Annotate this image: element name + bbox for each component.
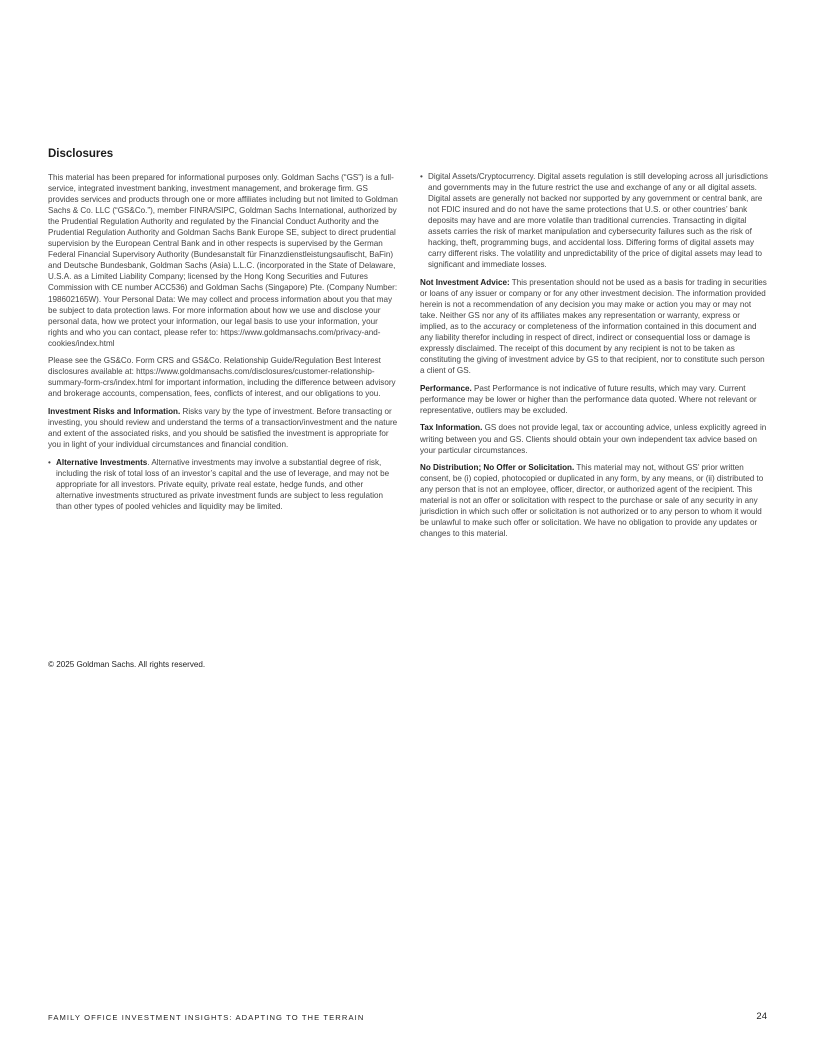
not-investment-advice-body: This presentation should not be used as a basis for trading in securities or loans of any issuer or company or for any other investment decision. The information provided herein is not a recommendation of any decision you may make or action you may or may not take. Neither GS nor any of its affiliates makes any representation or warranty, express or implied, as to the accuracy or completeness of the information contained in this document and any liability therefor including in respect of direct, indirect or consequential loss or damage is expressly disclaimed. The receipt of this document by any recipient is not to be taken as constituting the giving of investment advice by GS to that recipient, nor to constitute such person a client of GS. xyxy=(420,277,767,376)
not-investment-advice-paragraph xyxy=(420,277,770,376)
no-distribution-paragraph xyxy=(420,462,770,539)
left-column xyxy=(48,172,398,518)
no-distribution-body: This material may not, without GS’ prior written consent, be (i) copied, photocopied or duplicated in any form, by any means, or (ii) distributed to any person that is not an employee, officer, director, or authorized agent of the recipient. This material is not an offer or solicitation with respect to the purchase or sale of any security in any jurisdiction in which such offer or solicitation is not authorized or to any person to whom it would be unlawful to make such offer or solicitation. We have no obligation to provide any updates or changes to this material. xyxy=(420,463,764,539)
alternative-investments-heading: Alternative Investments xyxy=(56,457,148,467)
tax-information-heading: Tax Information. xyxy=(420,423,483,433)
alternative-investments-body: . Alternative investments may involve a substantial degree of risk, including the risk of total loss of an investor’s capital and the use of leverage, and may not be appropriate for all investors. Private equity, private real estate, hedge funds, and other alternative investments structured as private investment funds are subject to less regulation than other types of pooled vehicles and liquidity may be limited. xyxy=(56,457,390,511)
performance-body: Past Performance is not indicative of future results, which may vary. Current performance may be lower or higher than the performance data quoted. Where not relevant or representative, outliers may be excluded. xyxy=(420,383,757,415)
investment-risks-heading: Investment Risks and Information. xyxy=(48,406,181,416)
performance-heading: Performance. xyxy=(420,383,472,393)
page-number: 24 xyxy=(756,1011,767,1022)
digital-assets-bullet: • Digital Assets/Cryptocurrency. Digital assets regulation is still developing across all jurisdictions and governments may in the future restrict the use and exchange of any or all digital assets. Digital assets are generally not backed nor supported by any government or central bank, are not FDIC insured and do not have the same protections that U.S. or other countries’ bank deposits may have and are more volatile than traditional currencies. Transacting in digital assets carries the risk of market manipulation and cybersecurity failures such as the risk of hacking, theft, programming bugs, and accidental loss. Differing forms of digital assets may carry different risks. The volatility and unpredictability of the price of digital assets may lead to significant and immediate losses. xyxy=(420,171,770,270)
alternative-investments-bullet xyxy=(48,457,398,512)
investment-risks-body: Risks vary by the type of investment. Before transacting or investing, you should review and understand the terms of a transaction/investment and the nature and extent of the associated risks, and you should be satisfied the investment is appropriate for you in light of your individual circumstances and financial condition. xyxy=(48,406,398,450)
footer-title: FAMILY OFFICE INVESTMENT INSIGHTS: ADAPTING TO THE TERRAIN xyxy=(48,1013,365,1022)
no-distribution-heading: No Distribution; No Offer or Solicitation. xyxy=(420,463,575,473)
tax-information-paragraph xyxy=(420,422,770,455)
copyright-notice: © 2025 Goldman Sachs. All rights reserved. xyxy=(48,660,206,669)
performance-paragraph xyxy=(420,383,770,416)
crs-paragraph: Please see the GS&Co. Form CRS and GS&Co. Relationship Guide/Regulation Best Interest disclosures available at: https://www.goldmansachs.com/disclosures/customer-relationship-summary-form-crs/index.html for important information, including the difference between advisory and brokerage accounts, compensation, fees, conflicts of interest, and our obligations to you. xyxy=(48,356,396,399)
tax-information-body: GS does not provide legal, tax or accounting advice, unless explicitly agreed in writing between you and GS. Clients should obtain your own independent tax advice based on your particular circumstances. xyxy=(420,423,767,455)
intro-paragraph: This material has been prepared for informational purposes only. Goldman Sachs (“GS”) is a full-service, integrated investment banking, investment management, and brokerage firm. GS provides services and products through one or more affiliates including but not limited to Goldman Sachs & Co. LLC (“GS&Co.”), member FINRA/SIPC, Goldman Sachs International, authorized by the Prudential Regulation Authority and regulated by the Financial Conduct Authority and the Prudential Regulation Authority and Goldman Sachs Bank Europe SE, subject to direct prudential supervision by the European Central Bank and in other respects is supervised by the German Federal Financial Supervisory Authority (Bundesanstalt für Finanzdienstleistungsaufischt, BaFin) and Deutsche Bundesbank, Goldman Sachs (Asia) L.L.C. (incorporated in the State of Delaware, U.S.A. as a Limited Liability Company; licensed by the Hong Kong Securities and Futures Commission with CE number ACC536) and Goldman Sachs (Singapore) Pte. (Company Number: 198602165W). Your Personal Data: We may collect and process information about you that may be subject to data protection laws. For more information about how we use and disclose your personal data, how we protect your information, our legal basis to use your information, your rights and who you can contact, please refer to: https://www.goldmansachs.com/privacy-and-cookies/index.html xyxy=(48,173,398,348)
right-column xyxy=(420,171,770,546)
not-investment-advice-heading: Not Investment Advice: xyxy=(420,277,510,287)
investment-risks-paragraph xyxy=(48,406,398,450)
section-title: Disclosures xyxy=(48,148,114,160)
